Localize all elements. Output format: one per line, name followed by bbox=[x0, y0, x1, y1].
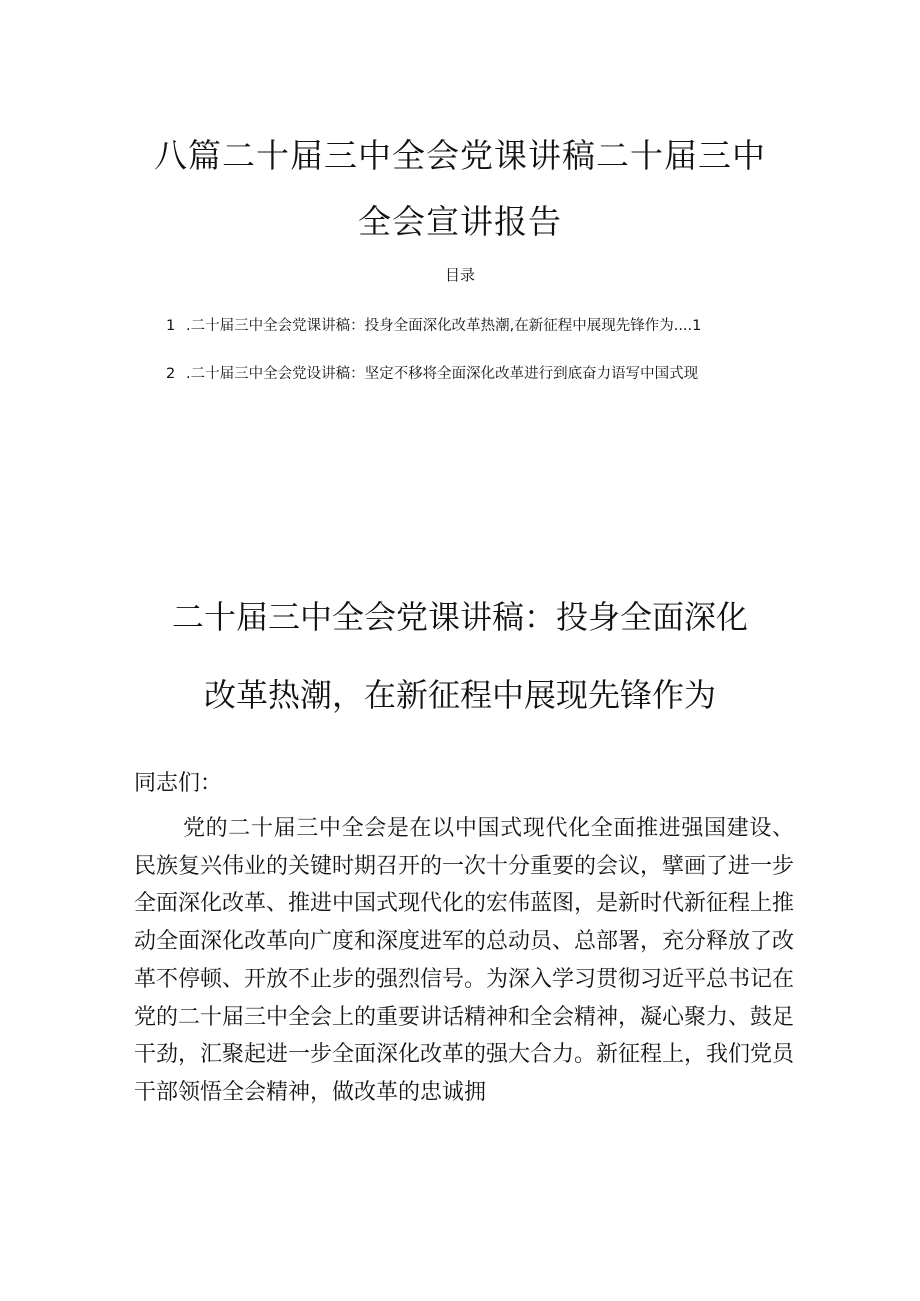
greeting: 同志们： bbox=[134, 771, 223, 796]
toc-item-2[interactable] bbox=[166, 362, 698, 383]
document-title-line-1: 八篇二十届三中全会党课讲稿二十届三中 bbox=[154, 136, 766, 175]
toc-heading: 目录 bbox=[444, 266, 475, 284]
document-title-line-2: 全会宣讲报告 bbox=[358, 202, 562, 241]
toc-item-number: 2 bbox=[166, 366, 176, 382]
section-title-line-2: 改革热潮，在新征程中展现先锋作为 bbox=[203, 676, 716, 714]
toc-item-text: .二十届三中全会党设讲稿：坚定不移将全面深化改革进行到底奋力语写中国式现 bbox=[186, 366, 699, 382]
body-paragraph: 党的二十届三中全会是在以中国式现代化全面推进强国建设、民族复兴伟业的关键时期召开的一次十分重要的会议，擘画了进一步全面深化改革、推进中国式现代化的宏伟蓝图，是新时代新征程上推动全面深化改革向广度和深度进军的总动员、总部署，充分释放了改革不停顿、开放不止步的强烈信号。为深入学习贯彻习近平总书记在党的二十届三中全会上的重要讲话精神和全会精神，凝心聚力、鼓足干劲，汇聚起进一步全面深化改革的强大合力。新征程上，我们党员干部领悟全会精神，做改革的忠诚拥 bbox=[134, 816, 795, 1105]
section-title-line-1: 二十届三中全会党课讲稿：投身全面深化 bbox=[171, 598, 748, 636]
toc-item-text: .二十届三中全会党课讲稿：投身全面深化改革热潮,在新征程中展现先锋作为....1 bbox=[186, 318, 702, 334]
toc-item-number: 1 bbox=[166, 318, 176, 334]
toc-item-1[interactable] bbox=[166, 314, 701, 335]
